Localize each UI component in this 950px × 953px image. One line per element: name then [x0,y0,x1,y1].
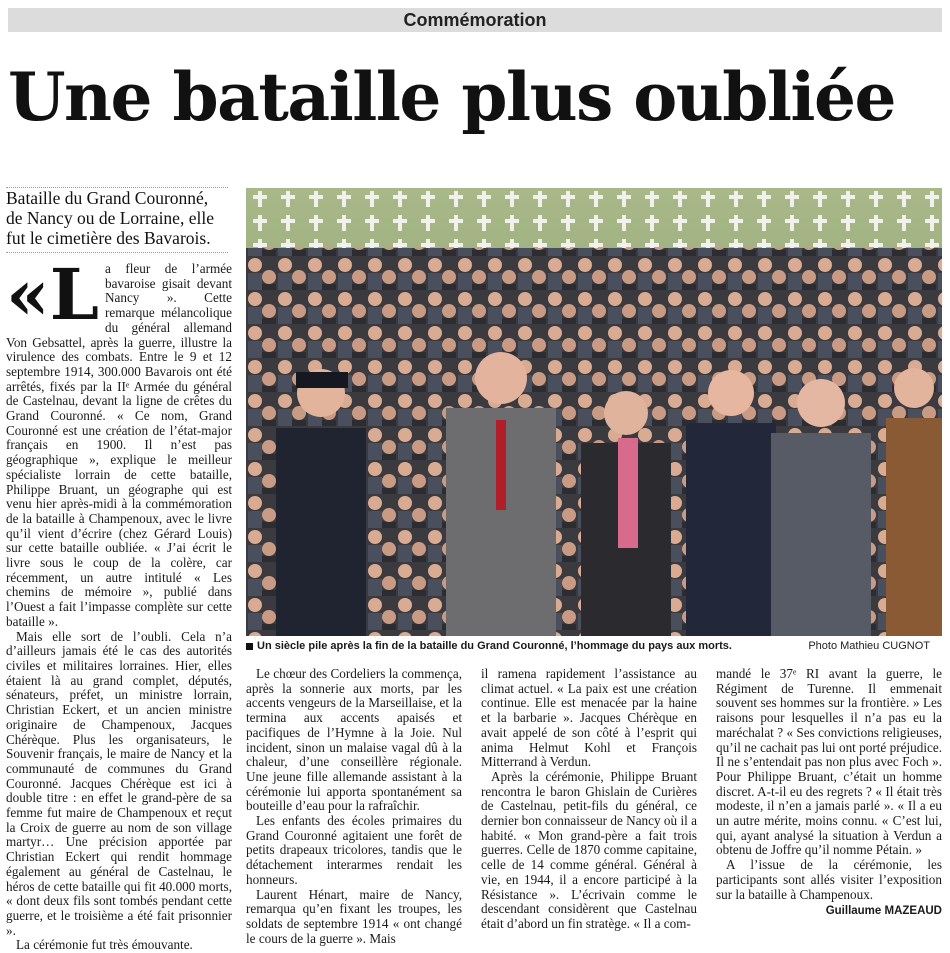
ceremony-photo [246,188,942,636]
photo-caption-row [246,640,942,656]
author-signature: Guillaume MAZEAUD [825,905,942,918]
caption-bullet-icon [246,643,253,650]
paragraph: A l’issue de la cérémonie, les participants sont allés visiter l’exposition sur la bataille à Champenoux. [716,857,942,902]
photo-caption: Un siècle pile après la fin de la bataille du Grand Couronné, l’hommage du pays aux morts. [257,640,732,652]
rubric-bar [8,8,942,32]
paragraph: Les enfants des écoles primaires du Grand Couronné agitaient une forêt de petits drapeaux tricolores, tandis que le détachement interarmes rendait les honneurs. [246,813,462,887]
paragraph: Laurent Hénart, maire de Nancy, remarqua qu’en fixant les troupes, les soldats de septembre 1914 « ont changé le cours de la guerre ». Mais [246,886,462,946]
paragraph: La cérémonie fut très émouvante. [16,937,193,953]
paragraph: a fleur de l’armée bavaroise gisait devant Nancy ». Cette remarque mélancolique du général allemand Von Gebsattel, après la guerre, illustre la virulence des combats. Entre le 9 et 12 septembre 1914, 300.000 Bavarois ont été arrêtés, fixés par la IIᵉ Armée du général de Castelnau, devant la ligne de crêtes du Grand Couronné. « Ce nom, Grand Couronné est une création de l’état-major français en 1900. Il n’est pas géographique », explique le meilleur spécialiste lorrain de cette bataille, Philippe Bruant, un géographe qui est venu hier après-midi à la commémoration de la bataille à Champenoux, avec le livre qu’il vient d’écrire (chez Gérard Louis) sur cette bataille oubliée. « J’ai écrit le livre sous le coup de la colère, car récemment, un autre intitulé « Les chemins de mémoire », publié dans l’Ouest a fait l’impasse complète sur cette bataille ». [6,261,232,629]
headline: Une bataille plus oubliée [8,58,895,136]
ceremony-photo-illustration [246,188,942,636]
paragraph: Après la cérémonie, Philippe Bruant rencontra le baron Ghislain de Curières de Castelnau, petit-fils du général, ce dernier bon connaisseur de Nancy où il a habité. « Mon grand-père a fait trois guerres. Celle de 1870 comme capitaine, celle de 14 comme général. Général à vie, en 1944, il a encore participé à la Résistance ». L’écrivain comme le descendant considèrent que Castelnau était d’abord un fin stratège. « Il a com- [481,768,697,931]
rubric-label: Commémoration [403,10,547,30]
article-column-2 [246,666,462,946]
paragraph: Mais elle sort de l’oubli. Cela n’a d’ailleurs jamais été le cas des autorités civiles et militaires lorraines. Hier, elles étaient là au grand complet, députés, sénateurs, préfet, un ministre lorrain, Christian Eckert, et un ancien ministre originaire de Champenoux, Jacques Chérèque. Plus les organisateurs, le Souvenir français, le maire de Nancy et la communauté de communes du Grand Couronné. Jacques Chérèque est ici à double titre : en effet le grand-père de sa femme fut maire de Champenoux et reçut la Croix de guerre au nom de son village martyr… Une précision apportée par Christian Eckert qui rendit hommage également au général de Castelnau, le héros de cette bataille qui fit 40.000 morts, « dont deux fils sont tombés pendant cette guerre, et le troisième a été fait prisonnier ». [6,628,232,938]
paragraph: Le chœur des Cordeliers la commença, après la sonnerie aux morts, par les accents vengeurs de la Marseillaise, et la termina aux accents apaisés et pacifiques de l’Hymne à la Joie. Nul incident, sinon un malaise vagal dû à la chaleur, d’une conseillère régionale. Une jeune fille allemande assistant à la cérémonie lui apporta spontanément sa bouteille d’eau pour la rafraîchir. [246,666,462,814]
chapo: Bataille du Grand Couronné, de Nancy ou de Lorraine, elle fut le cimetière des Bavarois. [6,188,214,248]
photo-credit: Photo Mathieu CUGNOT [808,640,930,652]
dropcap: «L [6,253,99,336]
paragraph: mandé le 37ᵉ RI avant la guerre, le Régiment de Turenne. Il emmenait souvent ses hommes sur la frontière. » Les raisons pour lesquelles il n’a pas eu la maréchalat ? « Ses convictions religieuses, qu’il ne cachait pas lui ont porté préjudice. Il ne s’entendait pas non plus avec Foch ». Pour Philippe Bruant, c’était un homme discret. A-t-il eu des regrets ? « Il était très modeste, il n’en a jamais parlé ». « Il a eu un autre mérite, moins connu. « C’est lui, qui, ayant analysé la situation à Verdun a obtenu de Joffre qu’il nomme Pétain. » [716,666,942,858]
article-column-1 [6,253,232,953]
article-column-4 [716,667,942,937]
article-column-3 [481,667,697,937]
paragraph: il ramena rapidement l’assistance au climat actuel. « La paix est une création continue. Elle est menacée par la haine et la barbarie ». Jacques Chérèque en avait appelé de son côté à l’esprit qui anima Helmut Kohl et François Mitterrand à Verdun. [481,666,697,770]
